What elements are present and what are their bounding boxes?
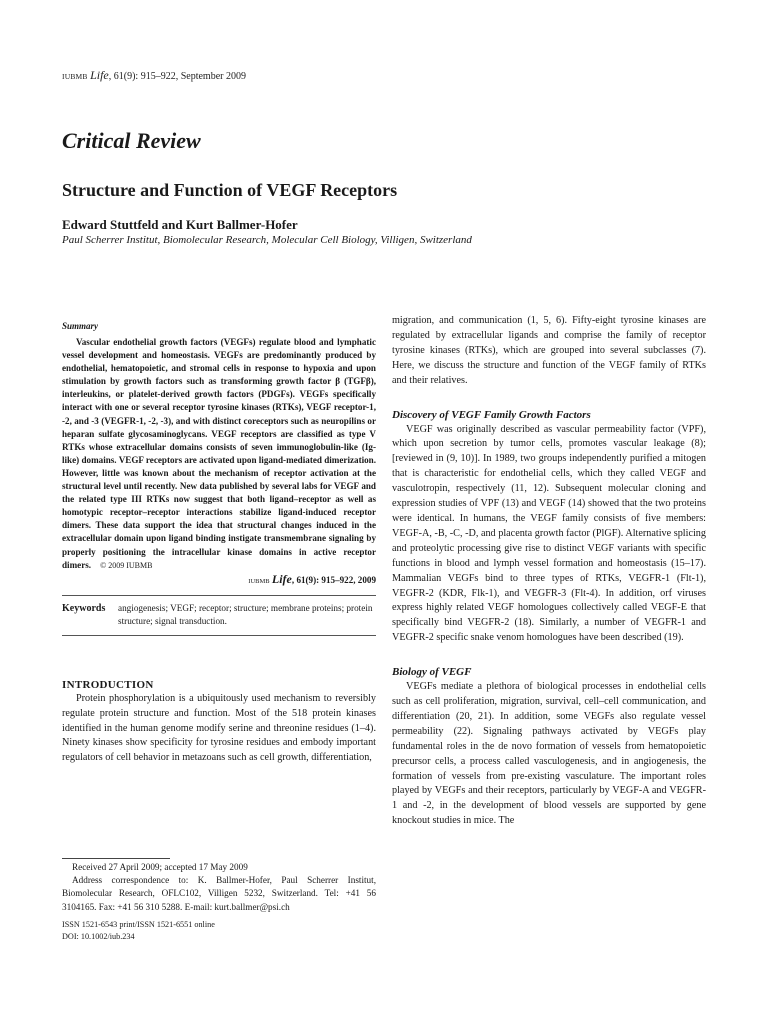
keywords-block: [62, 596, 376, 635]
discovery-heading: Discovery of VEGF Family Growth Factors: [392, 408, 591, 421]
keywords-divider-bottom: [62, 635, 376, 636]
issn-block: [62, 919, 215, 942]
correspondence-address: Address correspondence to: K. Ballmer-Hofer, Paul Scherrer Institut, Biomolecular Research, OFLC102, Villigen 5232, Switzerland. Tel: +41 56 3104165. Fax: +41 56 310 5288. E-mail: kurt.ballmer@psi.ch: [62, 875, 376, 912]
journal-name: Life: [90, 68, 109, 82]
footnotes: [62, 858, 376, 914]
summary-text: [62, 336, 376, 572]
journal-header: [62, 68, 246, 83]
introduction-text: Protein phosphorylation is a ubiquitously used mechanism to reversibly regulate protein structure and function. Most of the 518 protein kinases identified in the human genome modify serine and threonine residues (1–4). Ninety kinases show specificity for tyrosine residues and embody important regulators of cell behavior in metazoans such as cell growth, differentiation,: [62, 692, 376, 764]
issn: ISSN 1521-6543 print/ISSN 1521-6551 online: [62, 920, 215, 929]
right-column: [392, 314, 706, 829]
discovery-text: VEGF was originally described as vascular permeability factor (VPF), which upon secretion by tumor cells, promotes vascular leakage (8); [reviewed in (9, 10)]. In 1989, two groups independently purified a mitogen that is characteristic for endothelial cells, which they called VEGF and vasculotropin, respectively (11, 12). Subsequent molecular cloning and expression studies of VPF (13) and VEGF (14) showed that the two proteins were identical. In humans, the VEGF family consists of five members: VEGF-A, -B, -C, -D, and placenta growth factor (PlGF). Alternative splicing and proteolytic processing give rise to distinct VEGF variants with specific functions in blood and lymph vessel formation and homeostasis (15–17). Mammalian VEGFs bind to three types of RTKs, VEGFR-1 (Flt-1), VEGFR-2 (KDR, Flk-1), and VEGFR-3 (Flt-4). In addition, orf viruses express highly related VEGF homologues collectively called VEGF-E that specifically bind VEGFR-2 (18). Similarly, a number of VEGFR-1 and VEGFR-2 specific snake venom homologues have been described (19).: [392, 423, 706, 644]
citation-reference: , 61(9): 915–922, 2009: [291, 574, 376, 585]
doi: DOI: 10.1002/iub.234: [62, 931, 135, 941]
section-label: Critical Review: [62, 128, 201, 153]
footnote-divider: [62, 858, 170, 859]
biology-heading: Biology of VEGF: [392, 666, 472, 679]
copyright-notice: © 2009 IUBMB: [100, 560, 153, 570]
citation-life: Life: [271, 571, 292, 586]
affiliation: Paul Scherrer Institut, Biomolecular Research, Molecular Cell Biology, Villigen, Switzerland: [62, 234, 472, 246]
received-date: Received 27 April 2009; accepted 17 May 2009: [72, 862, 248, 872]
biology-text: VEGFs mediate a plethora of biological processes in endothelial cells such as cell proliferation, migration, survival, cell–cell communication, and differentiation (20, 21). In addition, some VEGFs also regulate vessel permeability (22). Signaling pathways activated by VEGFs play fundamental roles in the de novo formation of vessels from hematopoietic precursor cells, a process called vasculogenesis, and in angiogenesis, the formation of vessels from pre-existing vasculature. The important roles played by VEGFs and their receptors, particularly by VEGF-A and VEGFR-1 and -2, in the development of blood vessels are supported by gene knockout studies in mice. The: [392, 681, 706, 827]
summary-heading: Summary: [62, 321, 99, 331]
keywords-label: Keywords: [62, 602, 106, 614]
summary-citation: [62, 572, 376, 589]
introduction-heading: INTRODUCTION: [62, 678, 154, 691]
summary-block: [62, 320, 376, 589]
left-column: [62, 320, 376, 766]
citation-prefix: IUBMB: [248, 577, 270, 585]
journal-prefix: IUBMB: [62, 72, 88, 81]
article-title: Structure and Function of VEGF Receptors: [62, 180, 398, 200]
introduction-continued: migration, and communication (1, 5, 6). Fifty-eight tyrosine kinases are regulated by extracellular ligands and comprise the family of receptor tyrosine kinases (RTKs), which are grouped into several subclasses (7). Here, we discuss the structure and function of the VEGF family of RTKs and their relatives.: [392, 315, 706, 386]
journal-reference: , 61(9): 915–922, September 2009: [108, 71, 246, 82]
keywords-text: angiogenesis; VEGF; receptor; structure; membrane proteins; protein structure; signal transduction.: [118, 602, 373, 626]
summary-body-text: Vascular endothelial growth factors (VEGFs) regulate blood and lymphatic vessel development and homeostasis. VEGFs are predominantly produced by endothelial, hematopoietic, and stromal cells in response to hypoxia and upon stimulation by growth factors such as transforming growth factor β (TGFβ), interleukins, or platelet-derived growth factors (PDGFs). VEGFs specifically interact with one or several receptor tyrosine kinases (RTKs), VEGF receptor-1, -2, and -3 (VEGFR-1, -2, -3), and with distinct coreceptors such as neuropilins or heparan sulfate glycosaminoglycans. VEGF receptors are classified as type V RTKs whose extracellular domains consists of seven immunoglobulin-like (Ig-like) domains. VEGF receptors are activated upon ligand-mediated dimerization. However, little was known about the mechanism of receptor activation at the structural level until recently. New data published by several labs for VEGF and the related type III RTKs now suggest that both ligand–receptor as well as homotypic receptor–receptor interactions stabilize ligand-induced receptor dimers. These data support the idea that structural changes induced in the extracellular domain upon ligand binding instigate transmembrane signaling by properly positioning the intracellular kinase domains in active receptor dimers.: [62, 337, 376, 570]
authors: Edward Stuttfeld and Kurt Ballmer-Hofer: [62, 217, 298, 232]
